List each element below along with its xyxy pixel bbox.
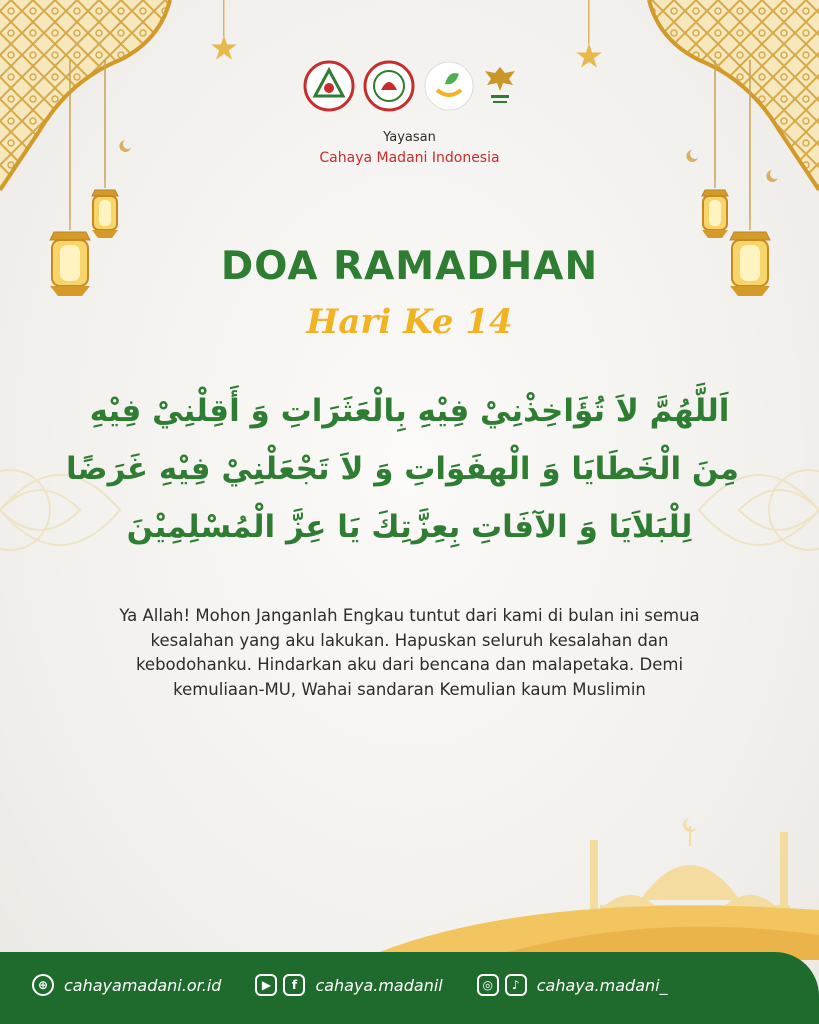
star-string bbox=[222, 0, 226, 36]
arabic-line-1: اَللَّهُمَّ لاَ تُؤَاخِذْنِيْ فِيْهِ بِالْعَثَرَاتِ وَ أَقِلْنِيْ فِيْهِ bbox=[89, 393, 730, 429]
website-text: cahayamadani.or.id bbox=[64, 975, 222, 995]
arabic-line-2: مِنَ الْخَطَايَا وَ الْهفَوَاتِ وَ لاَ تَجْعَلْنِيْ فِيْهِ غَرَضًا bbox=[66, 451, 739, 487]
prayer-translation: Ya Allah! Mohon Janganlah Engkau tuntut dari kami di bulan ini semua kesalahan yang aku lakukan. Hapuskan seluruh kesalahan dan kebodohanku. Hindarkan aku dari bencana dan malapetaka. Demi kemuliaan-MU, Wahai sandaran Kemulian kaum Muslimin bbox=[119, 606, 700, 699]
globe-icon: ⊕ bbox=[32, 974, 54, 996]
logo-row bbox=[0, 60, 819, 112]
organization-emblem-logo bbox=[363, 60, 415, 112]
arabic-line-3: لِلْبَلاَيَا وَ الآفَاتِ بِعِزَّتِكَ يَا عِزَّ الْمُسْلِمِيْنَ bbox=[126, 509, 693, 545]
youtube-icon: ▶ bbox=[255, 974, 277, 996]
instagram-tiktok-link[interactable] bbox=[477, 974, 668, 996]
social-handle-2: cahaya.madani_ bbox=[536, 975, 668, 995]
organization-name: Cahaya Madani Indonesia bbox=[319, 150, 500, 166]
desert-dunes bbox=[0, 880, 819, 960]
tiktok-icon: ♪ bbox=[505, 974, 527, 996]
arabic-prayer bbox=[66, 382, 739, 556]
page-subtitle: Hari Ke 14 bbox=[306, 302, 513, 342]
instagram-icon: ◎ bbox=[477, 974, 499, 996]
star-icon bbox=[210, 34, 238, 62]
youtube-facebook-link[interactable] bbox=[255, 974, 442, 996]
baznas-garuda-logo bbox=[483, 63, 517, 109]
facebook-icon: f bbox=[283, 974, 305, 996]
footer-contacts bbox=[32, 974, 702, 996]
page-title: DOA RAMADHAN bbox=[220, 244, 599, 289]
footer-bar bbox=[0, 952, 819, 1024]
organization-prefix: Yayasan bbox=[383, 130, 436, 145]
star-string bbox=[587, 0, 591, 44]
hand-leaf-logo bbox=[423, 60, 475, 112]
website-link[interactable] bbox=[32, 974, 221, 996]
cahaya-madani-logo bbox=[303, 60, 355, 112]
social-handle-1: cahaya.madanil bbox=[315, 975, 443, 995]
